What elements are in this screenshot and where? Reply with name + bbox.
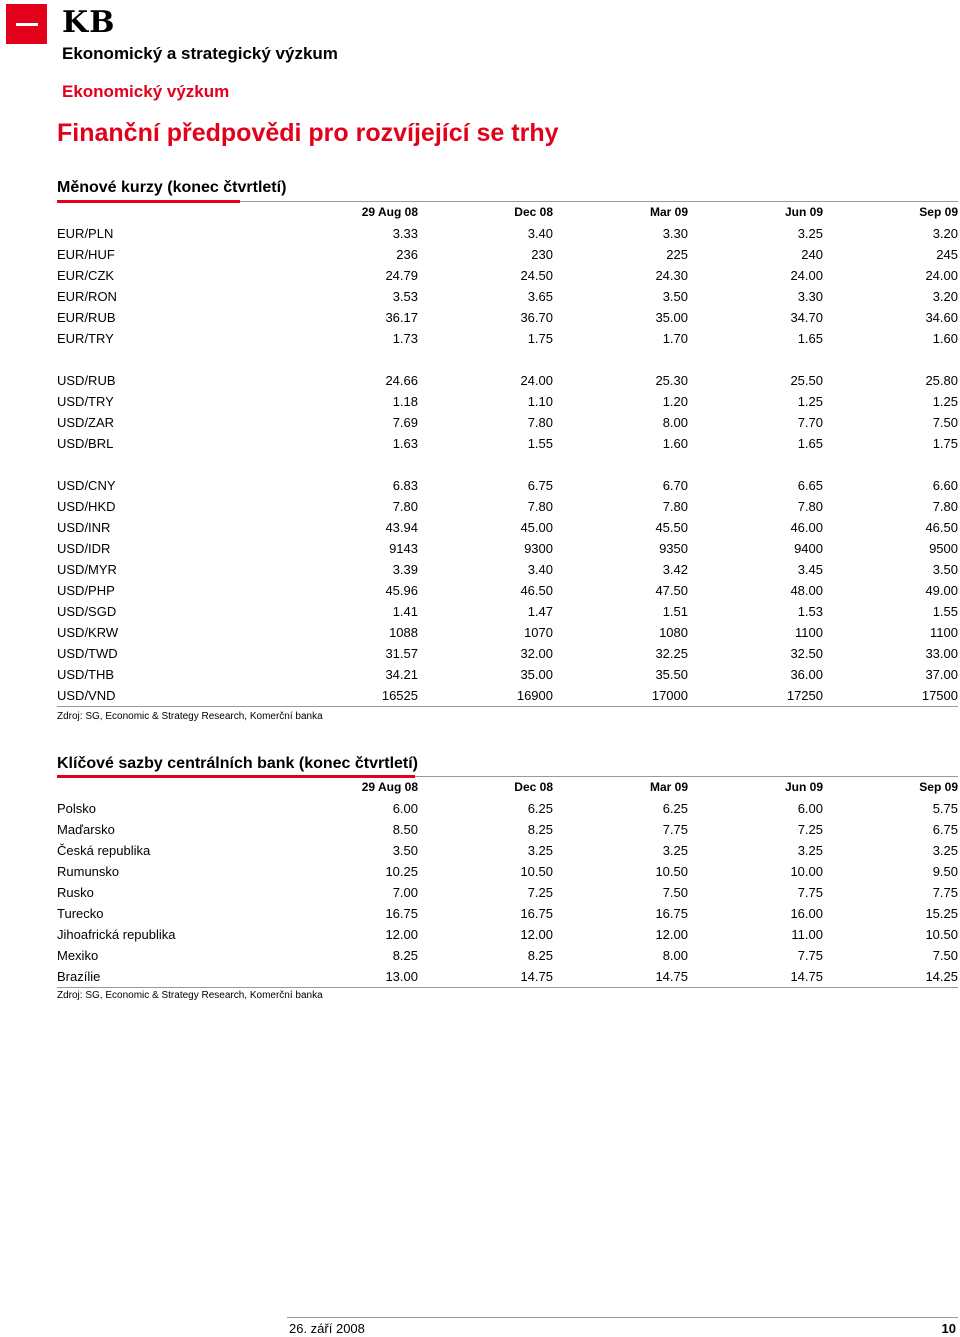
row-label: USD/TRY (57, 394, 114, 409)
row-value: 1.55 (527, 436, 553, 451)
row-value: 1.65 (797, 331, 823, 346)
row-value: 8.25 (392, 948, 418, 963)
row-value: 45.96 (385, 583, 418, 598)
row-value: 7.70 (797, 415, 823, 430)
fx-source-note: Zdroj: SG, Economic & Strategy Research, Komerční banka (57, 711, 323, 722)
row-value: 24.00 (790, 268, 823, 283)
row-label: USD/RUB (57, 373, 116, 388)
row-value: 24.50 (520, 268, 553, 283)
row-value: 1.73 (392, 331, 418, 346)
row-value: 9143 (389, 541, 418, 556)
row-value: 6.75 (932, 822, 958, 837)
logo-text: KB (62, 5, 116, 40)
table-row (57, 496, 958, 517)
row-value: 46.50 (925, 520, 958, 535)
row-label: USD/BRL (57, 436, 114, 451)
table-row (57, 945, 958, 966)
table-row (57, 882, 958, 903)
row-value: 1.53 (797, 604, 823, 619)
row-label: Polsko (57, 801, 97, 816)
row-label: USD/SGD (57, 604, 117, 619)
table-row (57, 622, 958, 643)
table-row (57, 559, 958, 580)
row-value: 14.75 (688, 966, 823, 988)
row-value: 13.00 (237, 966, 418, 988)
row-value: 32.00 (520, 646, 553, 661)
row-label: Rumunsko (57, 864, 120, 879)
group-spacer (57, 454, 958, 475)
fx-header-blank (57, 202, 237, 223)
table-row (57, 580, 958, 601)
subdepartment-name: Ekonomický výzkum (62, 82, 230, 101)
row-value: 1.70 (662, 331, 688, 346)
row-value: 245 (936, 247, 958, 262)
row-value: 3.40 (527, 562, 553, 577)
row-value: 32.25 (655, 646, 688, 661)
table-row (57, 433, 958, 454)
row-value: 10.50 (520, 864, 553, 879)
row-value: 1.10 (527, 394, 553, 409)
group-spacer-cell (57, 349, 958, 370)
table-row (57, 517, 958, 538)
row-label: USD/PHP (57, 583, 115, 598)
table-row (57, 244, 958, 265)
row-value: 3.65 (527, 289, 553, 304)
row-value: 7.69 (392, 415, 418, 430)
row-value: 15.25 (925, 906, 958, 921)
rates-source-note: Zdroj: SG, Economic & Strategy Research, Komerční banka (57, 990, 323, 1001)
row-value: 5.75 (932, 801, 958, 816)
row-value: 3.25 (797, 843, 823, 858)
row-value: 1.41 (392, 604, 418, 619)
row-label: EUR/HUF (57, 247, 115, 262)
rates-header-blank (57, 777, 237, 798)
fx-header-row (57, 202, 958, 223)
row-value: 9400 (794, 541, 823, 556)
row-value: 11.00 (791, 927, 823, 942)
row-value: 6.25 (662, 801, 688, 816)
row-value: 37.00 (925, 667, 958, 682)
row-value: 8.25 (527, 948, 553, 963)
table-row (57, 307, 958, 328)
table-row (57, 924, 958, 945)
row-value: 3.25 (932, 843, 958, 858)
table-row (57, 903, 958, 924)
row-value: 230 (531, 247, 553, 262)
row-value: 6.00 (797, 801, 823, 816)
row-value: 1.65 (797, 436, 823, 451)
row-value: 1.18 (392, 394, 418, 409)
table-row (57, 685, 958, 707)
row-value: 8.50 (392, 822, 418, 837)
row-value: 7.50 (932, 948, 958, 963)
row-value: 1100 (930, 625, 958, 640)
fx-col-header: Jun 09 (784, 205, 823, 219)
row-value: 46.50 (520, 583, 553, 598)
row-value: 24.00 (520, 373, 553, 388)
row-value: 1.55 (932, 604, 958, 619)
table-row (57, 391, 958, 412)
rates-section-title: Klíčové sazby centrálních bank (konec čtvrtletí) (57, 755, 419, 772)
row-value: 9350 (659, 541, 688, 556)
row-value: 32.50 (790, 646, 823, 661)
row-value: 45.00 (520, 520, 553, 535)
rates-col-header: Mar 09 (649, 780, 688, 794)
fx-section-title: Měnové kurzy (konec čtvrtletí) (57, 179, 287, 196)
row-label: EUR/TRY (57, 331, 114, 346)
row-value: 1.60 (932, 331, 958, 346)
logo-white-bar (16, 23, 38, 26)
row-value: 6.00 (392, 801, 418, 816)
row-value: 6.70 (662, 478, 688, 493)
row-value: 1.25 (797, 394, 823, 409)
row-value: 17250 (688, 685, 823, 707)
rates-header-row (57, 777, 958, 798)
row-value: 34.60 (925, 310, 958, 325)
row-label: USD/MYR (57, 562, 117, 577)
row-value: 12.00 (385, 927, 418, 942)
fx-col-header: Mar 09 (649, 205, 688, 219)
row-value: 47.50 (655, 583, 688, 598)
row-value: 14.25 (823, 966, 958, 988)
row-value: 48.00 (790, 583, 823, 598)
row-value: 24.30 (655, 268, 688, 283)
row-value: 3.53 (392, 289, 418, 304)
row-value: 16.75 (655, 906, 688, 921)
row-value: 34.70 (790, 310, 823, 325)
row-value: 1070 (524, 625, 553, 640)
row-value: 10.50 (655, 864, 688, 879)
row-value: 7.80 (527, 415, 553, 430)
rates-col-header: Dec 08 (514, 780, 553, 794)
row-value: 3.45 (797, 562, 823, 577)
fx-col-header: Sep 09 (919, 205, 958, 219)
row-value: 35.50 (655, 667, 688, 682)
row-label: EUR/CZK (57, 268, 115, 283)
row-value: 8.00 (662, 415, 688, 430)
row-label: USD/HKD (57, 499, 116, 514)
row-value: 1088 (389, 625, 418, 640)
table-row (57, 601, 958, 622)
row-label: EUR/RON (57, 289, 117, 304)
row-label: Brazílie (57, 966, 237, 988)
table-row (57, 966, 958, 988)
row-label: Rusko (57, 885, 94, 900)
row-label: EUR/PLN (57, 226, 114, 241)
table-row (57, 286, 958, 307)
row-value: 7.75 (932, 885, 958, 900)
table-row (57, 840, 958, 861)
table-row (57, 370, 958, 391)
row-value: 3.50 (662, 289, 688, 304)
row-value: 1.47 (527, 604, 553, 619)
row-value: 7.80 (932, 499, 958, 514)
row-value: 7.80 (797, 499, 823, 514)
row-value: 25.50 (790, 373, 823, 388)
page-number: 10 (941, 1321, 956, 1336)
row-value: 8.25 (527, 822, 553, 837)
row-value: 3.25 (662, 843, 688, 858)
row-value: 7.50 (662, 885, 688, 900)
row-value: 3.20 (932, 289, 958, 304)
row-value: 7.80 (392, 499, 418, 514)
row-value: 9500 (929, 541, 958, 556)
row-value: 3.50 (932, 562, 958, 577)
row-value: 7.00 (392, 885, 418, 900)
row-value: 9300 (524, 541, 553, 556)
row-value: 1080 (659, 625, 688, 640)
row-value: 10.00 (790, 864, 823, 879)
group-spacer-cell (57, 454, 958, 475)
group-spacer (57, 349, 958, 370)
row-value: 3.30 (797, 289, 823, 304)
table-row (57, 643, 958, 664)
row-value: 16525 (237, 685, 418, 707)
table-row (57, 223, 958, 244)
row-value: 12.00 (520, 927, 553, 942)
table-row (57, 265, 958, 286)
row-label: Jihoafrická republika (57, 927, 176, 942)
row-value: 10.50 (925, 927, 958, 942)
row-value: 36.17 (385, 310, 418, 325)
row-label: USD/VND (57, 685, 237, 707)
row-value: 36.00 (790, 667, 823, 682)
row-value: 236 (396, 247, 418, 262)
row-value: 1100 (795, 625, 823, 640)
row-label: Česká republika (57, 843, 151, 858)
row-value: 1.20 (662, 394, 688, 409)
row-value: 7.50 (932, 415, 958, 430)
department-name: Ekonomický a strategický výzkum (62, 44, 338, 63)
table-row (57, 819, 958, 840)
row-label: USD/KRW (57, 625, 119, 640)
row-value: 36.70 (520, 310, 553, 325)
row-value: 35.00 (520, 667, 553, 682)
row-label: USD/ZAR (57, 415, 115, 430)
fx-col-header: Dec 08 (514, 205, 553, 219)
row-value: 7.80 (662, 499, 688, 514)
row-value: 24.00 (925, 268, 958, 283)
row-value: 6.75 (527, 478, 553, 493)
row-value: 3.25 (797, 226, 823, 241)
row-value: 49.00 (925, 583, 958, 598)
row-value: 1.25 (932, 394, 958, 409)
rates-col-header: 29 Aug 08 (361, 780, 418, 794)
row-value: 1.63 (392, 436, 418, 451)
row-value: 1.51 (662, 604, 688, 619)
row-value: 8.00 (662, 948, 688, 963)
row-value: 225 (666, 247, 688, 262)
table-row (57, 538, 958, 559)
row-value: 3.42 (662, 562, 688, 577)
row-value: 6.83 (392, 478, 418, 493)
row-value: 17500 (823, 685, 958, 707)
row-label: Turecko (57, 906, 104, 921)
table-row (57, 664, 958, 685)
row-value: 6.65 (797, 478, 823, 493)
row-label: USD/THB (57, 667, 115, 682)
table-row (57, 328, 958, 349)
row-value: 16900 (418, 685, 553, 707)
page-title: Finanční předpovědi pro rozvíjející se trhy (57, 119, 559, 147)
row-value: 16.00 (790, 906, 823, 921)
row-value: 1.60 (662, 436, 688, 451)
row-value: 35.00 (655, 310, 688, 325)
rates-col-header: Jun 09 (784, 780, 823, 794)
fx-col-header: 29 Aug 08 (361, 205, 418, 219)
row-value: 7.75 (662, 822, 688, 837)
row-value: 24.79 (385, 268, 418, 283)
row-value: 3.50 (392, 843, 418, 858)
row-value: 25.80 (925, 373, 958, 388)
row-value: 9.50 (932, 864, 958, 879)
row-value: 3.30 (662, 226, 688, 241)
row-value: 25.30 (655, 373, 688, 388)
row-label: EUR/RUB (57, 310, 116, 325)
rates-col-header: Sep 09 (919, 780, 958, 794)
row-value: 7.80 (527, 499, 553, 514)
table-row (57, 798, 958, 819)
row-value: 7.75 (797, 948, 823, 963)
row-value: 3.39 (392, 562, 418, 577)
footer-date: 26. září 2008 (289, 1321, 365, 1336)
row-value: 43.94 (385, 520, 418, 535)
row-label: USD/TWD (57, 646, 118, 661)
row-value: 1.75 (932, 436, 958, 451)
row-value: 10.25 (385, 864, 418, 879)
row-value: 1.75 (527, 331, 553, 346)
row-value: 7.25 (527, 885, 553, 900)
row-value: 33.00 (925, 646, 958, 661)
row-value: 45.50 (655, 520, 688, 535)
row-value: 12.00 (655, 927, 688, 942)
row-label: USD/CNY (57, 478, 116, 493)
row-value: 3.33 (392, 226, 418, 241)
row-label: USD/INR (57, 520, 111, 535)
row-value: 3.20 (932, 226, 958, 241)
row-value: 6.60 (932, 478, 958, 493)
row-value: 3.40 (527, 226, 553, 241)
table-row (57, 861, 958, 882)
row-label: Mexiko (57, 948, 99, 963)
row-label: USD/IDR (57, 541, 111, 556)
row-value: 240 (801, 247, 823, 262)
row-value: 46.00 (790, 520, 823, 535)
row-value: 17000 (553, 685, 688, 707)
table-row (57, 475, 958, 496)
row-value: 6.25 (527, 801, 553, 816)
row-value: 34.21 (385, 667, 418, 682)
row-value: 16.75 (385, 906, 418, 921)
row-value: 14.75 (418, 966, 553, 988)
kb-logo-mark (6, 4, 47, 44)
rates-table (57, 777, 958, 988)
fx-table (57, 202, 958, 707)
table-row (57, 412, 958, 433)
row-value: 14.75 (553, 966, 688, 988)
row-value: 3.25 (527, 843, 553, 858)
row-value: 16.75 (520, 906, 553, 921)
row-value: 7.25 (797, 822, 823, 837)
row-label: Maďarsko (57, 822, 115, 837)
footer-rule (287, 1317, 958, 1318)
row-value: 24.66 (385, 373, 418, 388)
row-value: 7.75 (797, 885, 823, 900)
row-value: 31.57 (385, 646, 418, 661)
